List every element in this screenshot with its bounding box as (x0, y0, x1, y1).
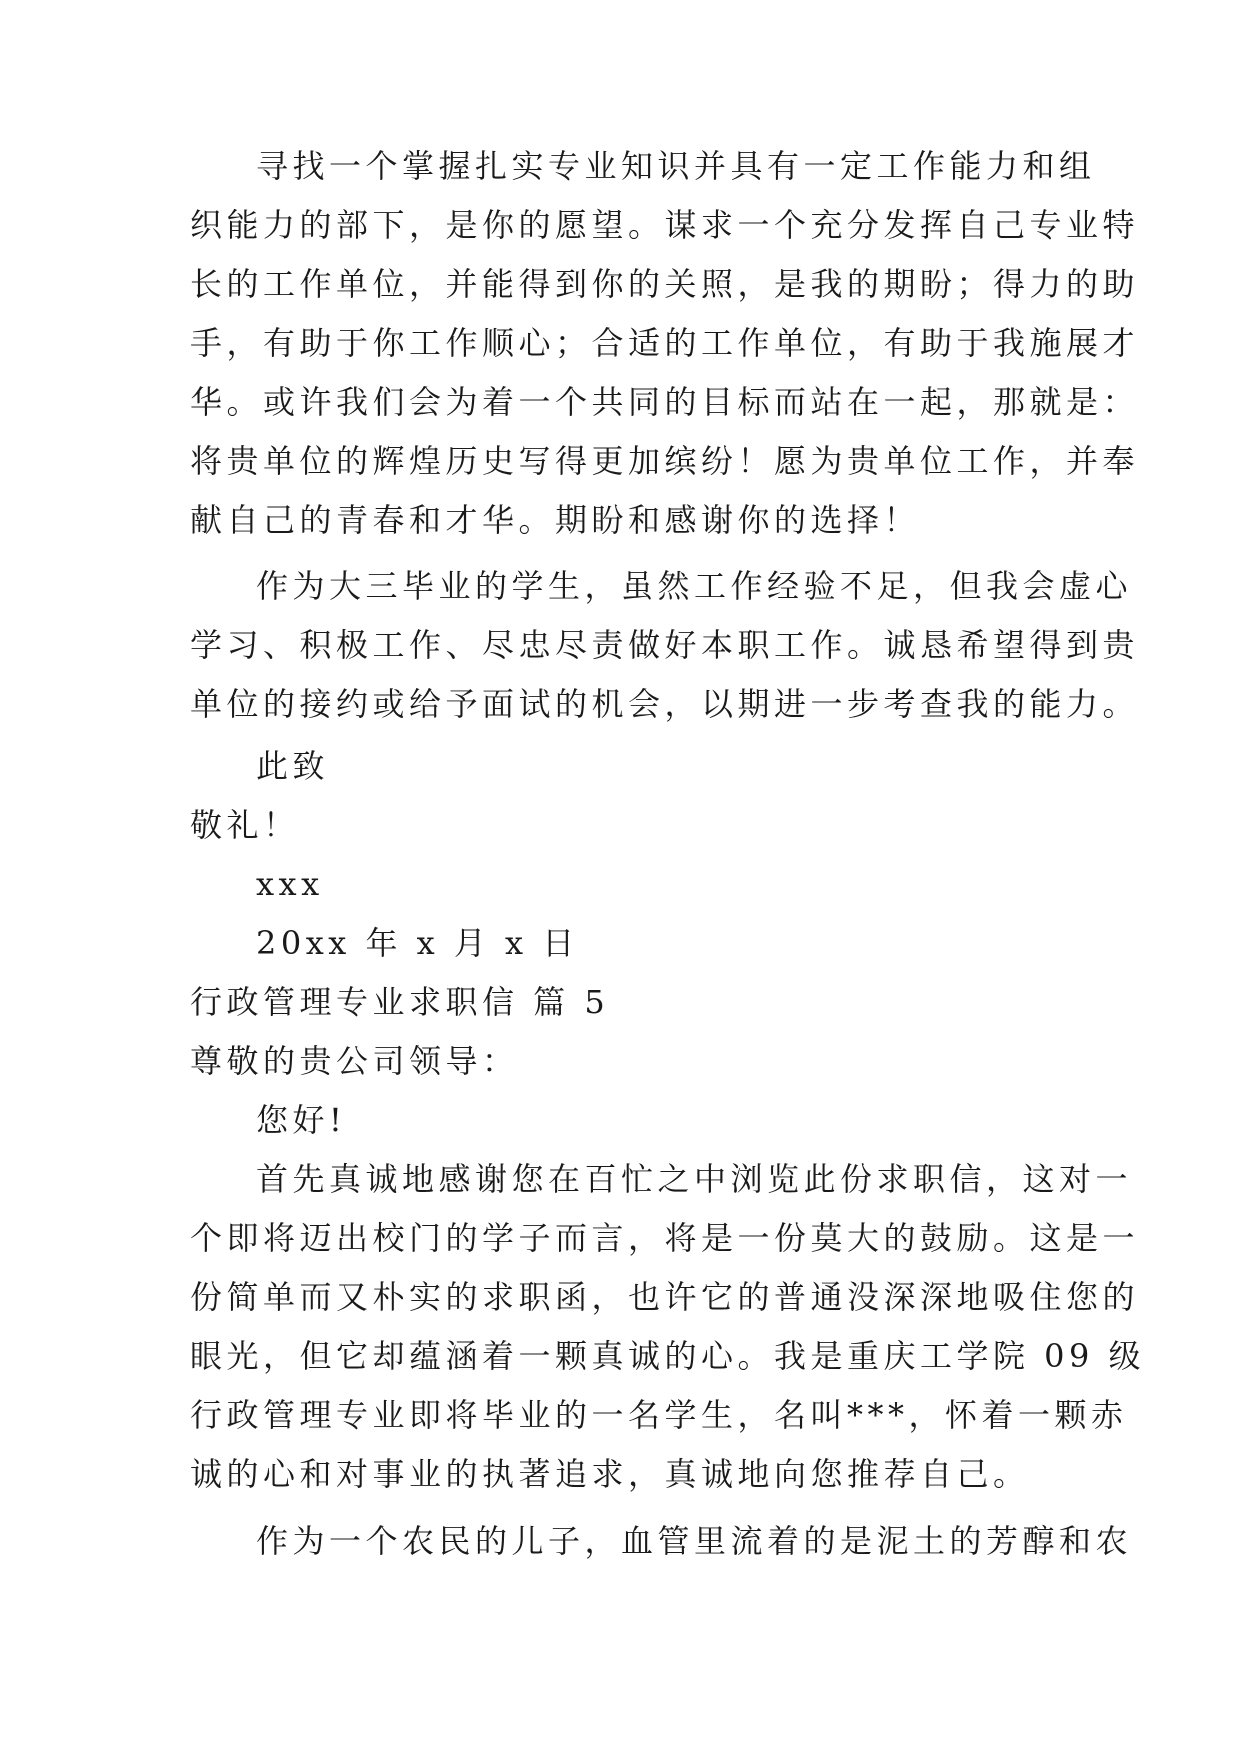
paragraph-thanks (190, 1150, 1146, 1504)
text-line: 学习、积极工作、尽忠尽责做好本职工作。诚恳希望得到贵 (190, 626, 1140, 664)
closing-block (190, 737, 1070, 1150)
text-line: 首先真诚地感谢您在百忙之中浏览此份求职信，这对一 (256, 1160, 1133, 1198)
text-line: 作为一个农民的儿子，血管里流着的是泥土的芳醇和农 (256, 1522, 1133, 1560)
text-line: 份简单而又朴实的求职函，也许它的普通没深深地吸住您的 (190, 1278, 1140, 1316)
section-heading: 行政管理专业求职信 篇 5 (190, 983, 610, 1021)
text-line: 单位的接约或给予面试的机会，以期进一步考查我的能力。 (190, 685, 1140, 723)
text-line: 寻找一个掌握扎实专业知识并具有一定工作能力和组 (256, 147, 1096, 185)
signature-date: 20xx 年 x 月 x 日 (256, 924, 579, 962)
text-line: 华。或许我们会为着一个共同的目标而站在一起，那就是： (190, 383, 1140, 421)
paragraph-student-intro (190, 557, 1140, 734)
text-line: 献自己的青春和才华。期盼和感谢你的选择！ (190, 501, 921, 539)
text-line: 织能力的部下，是你的愿望。谋求一个充分发挥自己专业特 (190, 206, 1140, 244)
signature-name: xxx (256, 865, 324, 903)
closing-salute: 敬礼！ (190, 806, 300, 844)
text-line: 眼光，但它却蕴涵着一颗真诚的心。我是重庆工学院 09 级 (190, 1337, 1146, 1375)
salutation: 尊敬的贵公司领导： (190, 1042, 519, 1080)
text-line: 个即将迈出校门的学子而言，将是一份莫大的鼓励。这是一 (190, 1219, 1140, 1257)
paragraph-hiring-wish (190, 137, 1140, 550)
closing-phrase: 此致 (256, 747, 330, 785)
paragraph-background (190, 1512, 1133, 1571)
greeting: 您好! (256, 1101, 347, 1139)
text-line: 将贵单位的辉煌历史写得更加缤纷！愿为贵单位工作，并奉 (190, 442, 1140, 480)
text-line: 诚的心和对事业的执著追求，真诚地向您推荐自己。 (190, 1455, 1030, 1493)
text-line: 长的工作单位，并能得到你的关照，是我的期盼；得力的助 (190, 265, 1140, 303)
text-line: 手，有助于你工作顺心；合适的工作单位，有助于我施展才 (190, 324, 1140, 362)
text-line: 行政管理专业即将毕业的一名学生，名叫***，怀着一颗赤 (190, 1396, 1128, 1434)
text-line: 作为大三毕业的学生，虽然工作经验不足，但我会虚心 (256, 567, 1133, 605)
